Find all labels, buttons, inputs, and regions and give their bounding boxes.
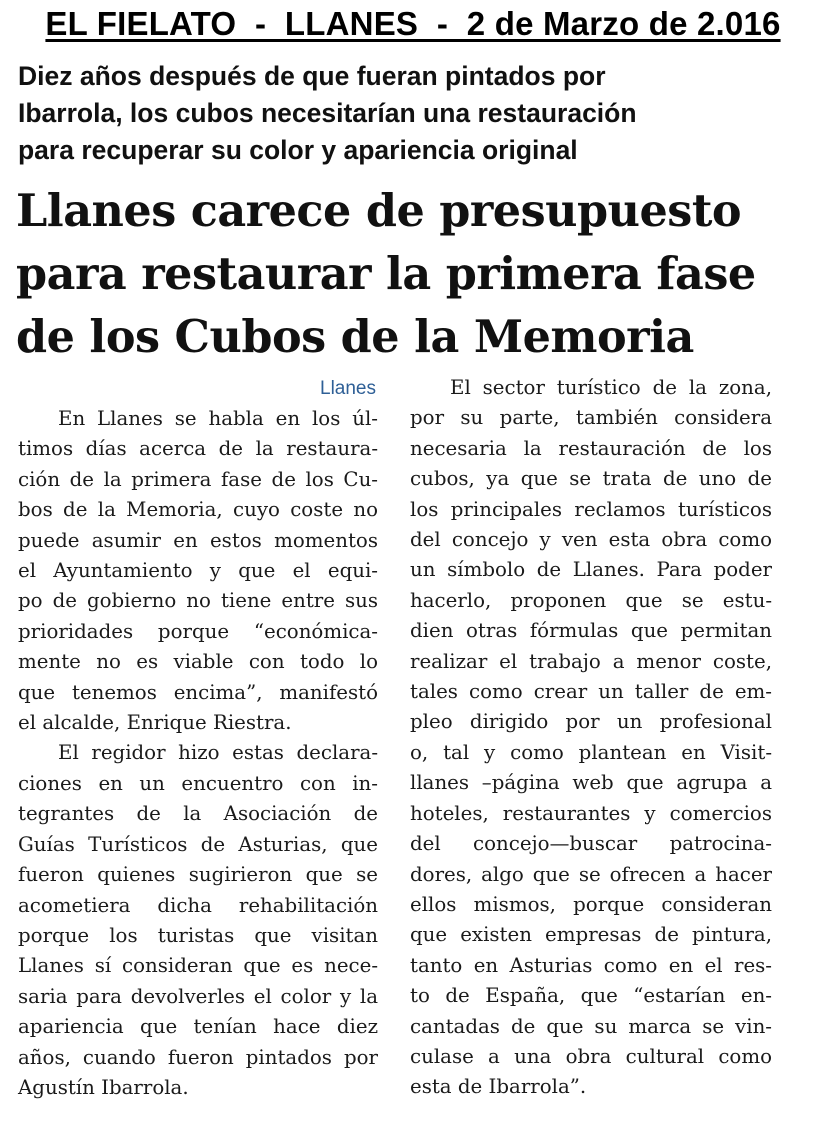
locality-label: Llanes	[320, 378, 376, 399]
article-line: mente no es viable con todo lo	[18, 650, 378, 674]
article-line: ciones en un encuentro con in-	[18, 771, 378, 795]
article-line: esta de Ibarrola”.	[410, 1075, 587, 1099]
article-line: pleo dirigido por un profesional	[410, 710, 772, 734]
kicker-line: Diez años después de que fueran pintados por	[18, 61, 606, 91]
article-line: timos días acerca de la restaura-	[18, 437, 378, 461]
article-line: el alcalde, Enrique Riestra.	[18, 711, 292, 735]
article-line: un símbolo de Llanes. Para poder	[410, 558, 772, 582]
article-line: saria para devolverles el color y la	[18, 984, 378, 1008]
article-line: dores, algo que se ofrecen a hacer	[410, 862, 772, 886]
source-header	[0, 2, 826, 46]
headline-line: de los Cubos de la Memoria	[16, 311, 694, 363]
article-line: acometiera dicha rehabilitación	[18, 893, 378, 917]
article-line: realizar el trabajo a menor coste,	[410, 649, 772, 673]
article-line: necesaria la restauración de los	[410, 436, 772, 460]
source-line: EL FIELATO - LLANES - 2 de Marzo de 2.016	[45, 5, 781, 42]
article-line: que existen empresas de pintura,	[410, 923, 772, 947]
article-line: En Llanes se habla en los úl-	[58, 407, 378, 430]
headline	[16, 180, 816, 369]
article-line: tales como crear un taller de em-	[410, 680, 772, 704]
article-line: Llanes sí consideran que es nece-	[18, 954, 378, 978]
article-line: tegrantes de la Asociación de	[18, 802, 378, 826]
article-line: que tenemos encima”, manifestó	[18, 680, 378, 704]
kicker-line: Ibarrola, los cubos necesitarían una restauración	[18, 98, 637, 128]
article-line: años, cuando fueron pintados por	[18, 1045, 378, 1069]
article-line: del concejo—buscar patrocina-	[410, 832, 772, 856]
article-line: porque los turistas que visitan	[18, 923, 378, 947]
kicker	[18, 58, 808, 169]
article-line: del concejo y ven esta obra como	[410, 528, 772, 552]
article-line: apariencia que tenían hace diez	[18, 1015, 378, 1039]
article-line: culase a una obra cultural como	[410, 1044, 772, 1068]
article-column-2	[410, 373, 772, 1103]
article-line: el Ayuntamiento y que el equi-	[18, 559, 378, 583]
article-line: los principales reclamos turísticos	[410, 497, 772, 521]
article-line: tanto en Asturias como en el res-	[410, 953, 772, 977]
article-line: hoteles, restaurantes y comercios	[410, 801, 772, 825]
article-line: hacerlo, proponen que se estu-	[410, 588, 772, 612]
article-line: to de España, que “estarían en-	[410, 984, 772, 1008]
article-line: bos de la Memoria, cuyo coste no	[18, 498, 378, 522]
article-column-1	[18, 374, 378, 1103]
article-line: cubos, ya que se trata de uno de	[410, 467, 772, 491]
article-line: dien otras fórmulas que permitan	[410, 619, 772, 643]
headline-line: para restaurar la primera fase	[16, 248, 756, 300]
article-line: cantadas de que su marca se vin-	[410, 1014, 772, 1038]
article-line: ción de la primera fase de los Cu-	[18, 467, 378, 491]
article-line: o, tal y como plantean en Visit-	[410, 740, 772, 764]
article-line: po de gobierno no tiene entre sus	[18, 589, 378, 613]
article-line: Agustín Ibarrola.	[18, 1075, 189, 1099]
article-line: llanes –página web que agrupa a	[410, 771, 772, 795]
article-line: puede asumir en estos momentos	[18, 528, 378, 552]
article-line: por su parte, también considera	[410, 406, 772, 430]
article-line: Guías Turísticos de Asturias, que	[18, 832, 378, 856]
article-line: El sector turístico de la zona,	[450, 376, 772, 399]
article-line: fueron quienes sugirieron que se	[18, 863, 378, 887]
article-line: prioridades porque “económica-	[18, 619, 378, 643]
article-line: ellos mismos, porque consideran	[410, 892, 772, 916]
headline-line: Llanes carece de presupuesto	[16, 185, 742, 237]
article-line: El regidor hizo estas declara-	[58, 741, 378, 765]
kicker-line: para recuperar su color y apariencia original	[18, 135, 578, 165]
